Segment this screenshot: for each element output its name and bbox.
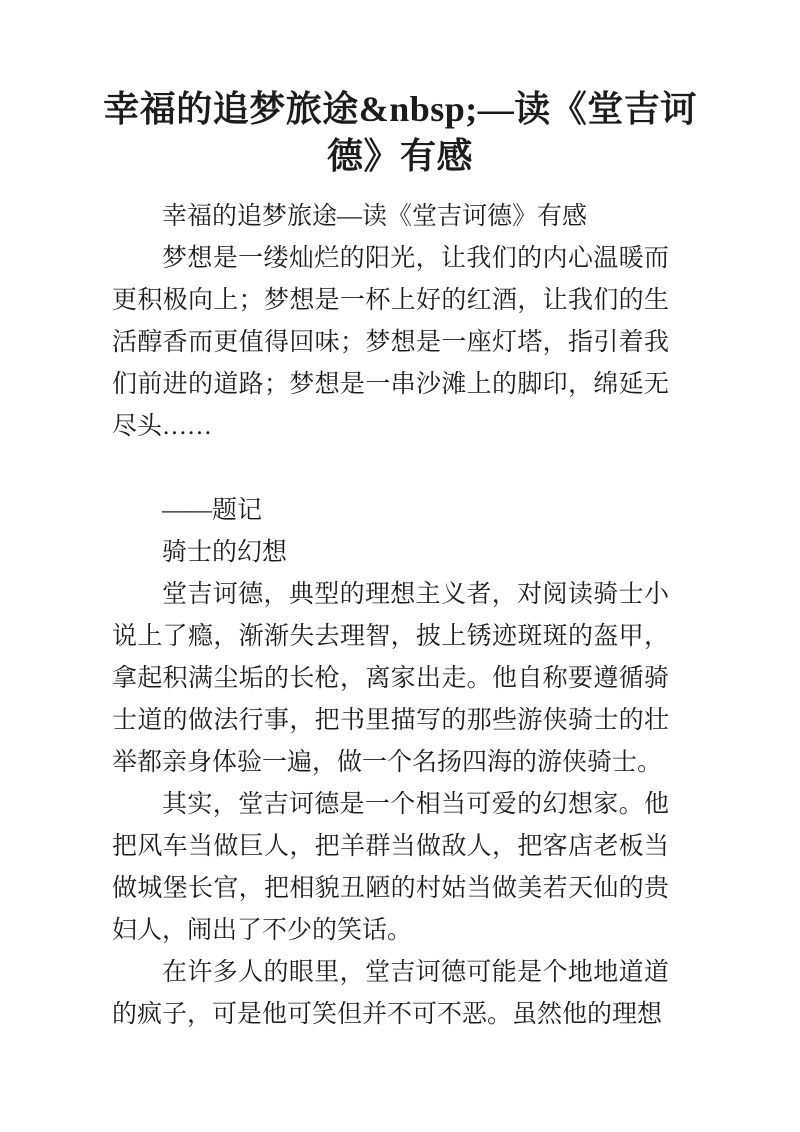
document-body — [112, 196, 669, 1036]
paragraph: 其实，堂吉诃德是一个相当可爱的幻想家。他把风车当做巨人，把羊群当做敌人，把客店老板当做城堡长官，把相貌丑陋的村姑当做美若天仙的贵妇人，闹出了不少的笑话。 — [112, 791, 669, 944]
paragraph: 堂吉诃德，典型的理想主义者，对阅读骑士小说上了瘾，渐渐失去理智，披上锈迹斑斑的盔甲，拿起积满尘垢的长枪，离家出走。他自称要遵循骑士道的做法行事，把书里描写的那些游侠骑士的壮举都亲身体验一遍，做一个名扬四海的游侠骑士。 — [112, 581, 669, 776]
paragraph: 在许多人的眼里，堂吉诃德可能是个地地道道的疯子，可是他可笑但并不可不恶。虽然他的理想 — [112, 959, 669, 1028]
paragraph: ——题记 — [162, 497, 263, 524]
paragraph: 幸福的追梦旅途—读《堂吉诃德》有感 — [162, 203, 588, 230]
paragraph: 梦想是一缕灿烂的阳光，让我们的内心温暖而更积极向上；梦想是一杯上好的红酒，让我们的生活醇香而更值得回味；梦想是一座灯塔，指引着我们前进的道路；梦想是一串沙滩上的脚印，绵延无尽头…… — [112, 245, 669, 440]
paragraph: 骑士的幻想 — [162, 539, 288, 566]
document-title: 幸福的追梦旅途&nbsp;—读《堂吉诃德》有感 — [103, 89, 697, 176]
paragraph-spacer — [112, 448, 669, 490]
